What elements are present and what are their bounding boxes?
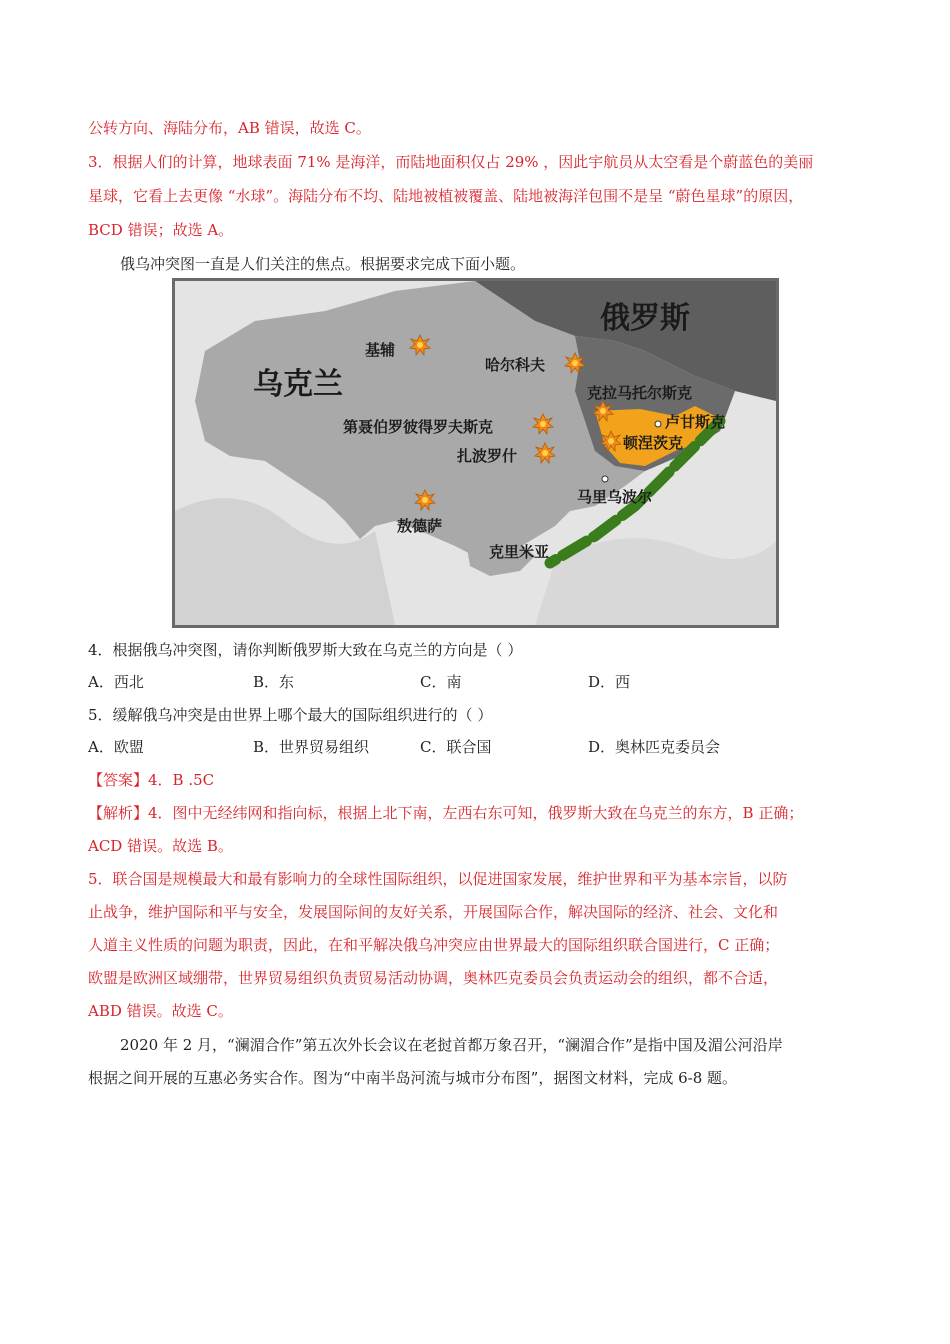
q4-option-d: D．西 bbox=[588, 673, 631, 691]
analysis-line-4: 止战争，维护国际和平与安全，发展国际间的友好关系，开展国际合作，解决国际的经济、社会、文化和 bbox=[88, 903, 779, 921]
q4-stem: 4．根据俄乌冲突图，请你判断俄罗斯大致在乌克兰的方向是（ ） bbox=[88, 641, 523, 659]
label-crimea: 克里米亚 bbox=[489, 543, 550, 561]
label-odesa: 敖德萨 bbox=[397, 517, 443, 535]
next-intro-line-2: 根据之间开展的互惠必务实合作。图为“中南半岛河流与城市分布图”，据图文材料，完成 6-8 题。 bbox=[88, 1069, 738, 1087]
analysis-line-7: ABD 错误。故选 C。 bbox=[88, 1002, 233, 1020]
analysis-line-6: 欧盟是欧洲区域绷带，世界贸易组织负责贸易活动协调，奥林匹克委员会负责运动会的组织，都不合适， bbox=[88, 969, 779, 987]
q4-option-a: A．西北 bbox=[88, 673, 144, 691]
answer-line: 【答案】4．B .5C bbox=[88, 771, 215, 789]
q4-option-c: C．南 bbox=[420, 673, 462, 691]
q5-option-b: B．世界贸易组织 bbox=[253, 738, 370, 756]
luhansk-dot bbox=[655, 421, 661, 427]
intro-line: 俄乌冲突图一直是人们关注的焦点。根据要求完成下面小题。 bbox=[120, 255, 526, 273]
label-kyiv: 基辅 bbox=[365, 341, 396, 359]
q5-option-d: D．奥林匹克委员会 bbox=[588, 738, 721, 756]
next-intro-line-1: 2020 年 2 月，“澜湄合作”第五次外长会议在老挝首都万象召开，“澜湄合作”是指中国及湄公河沿岸 bbox=[120, 1036, 783, 1054]
mariupol-dot bbox=[602, 476, 608, 482]
line-4: BCD 错误；故选 A。 bbox=[88, 221, 234, 239]
label-zaporizhzhia: 扎波罗什 bbox=[457, 447, 518, 465]
analysis-line-3: 5．联合国是规模最大和最有影响力的全球性国际组织，以促进国家发展，维护世界和平为基本宗旨，以防 bbox=[88, 870, 788, 888]
q4-option-b: B．东 bbox=[253, 673, 295, 691]
analysis-line-2: ACD 错误。故选 B。 bbox=[88, 837, 233, 855]
line-2: 3．根据人们的计算，地球表面 71% 是海洋，而陆地面积仅占 29% ，因此宇航员从太空看是个蔚蓝色的美丽 bbox=[88, 153, 814, 171]
label-kramatorsk: 克拉马托尔斯克 bbox=[587, 384, 693, 402]
label-dnipro: 第聂伯罗彼得罗夫斯克 bbox=[343, 418, 494, 436]
label-mariupol: 马里乌波尔 bbox=[577, 488, 653, 506]
label-kharkiv: 哈尔科夫 bbox=[485, 356, 546, 374]
q5-option-a: A．欧盟 bbox=[88, 738, 144, 756]
line-1: 公转方向、海陆分布，AB 错误，故选 C。 bbox=[88, 119, 371, 137]
label-donetsk: 顿涅茨克 bbox=[623, 434, 684, 452]
analysis-line-5: 人道主义性质的问题为职责，因此，在和平解决俄乌冲突应由世界最大的国际组织联合国进行，C 正确； bbox=[88, 936, 780, 954]
label-ukraine: 乌克兰 bbox=[253, 367, 343, 402]
label-luhansk: 卢甘斯克 bbox=[665, 413, 726, 431]
analysis-line-1: 【解析】4．图中无经纬网和指向标，根据上北下南，左西右东可知，俄罗斯大致在乌克兰的东方，B 正确； bbox=[88, 804, 804, 822]
label-russia: 俄罗斯 bbox=[600, 301, 690, 336]
q5-option-c: C．联合国 bbox=[420, 738, 492, 756]
map-svg bbox=[175, 281, 776, 625]
russia-ukraine-conflict-map bbox=[172, 278, 779, 628]
line-3: 星球，它看上去更像 “水球”。海陆分布不均、陆地被植被覆盖、陆地被海洋包围不是呈 “蔚色星球”的原因， bbox=[88, 187, 804, 205]
q5-stem: 5．缓解俄乌冲突是由世界上哪个最大的国际组织进行的（ ） bbox=[88, 706, 493, 724]
